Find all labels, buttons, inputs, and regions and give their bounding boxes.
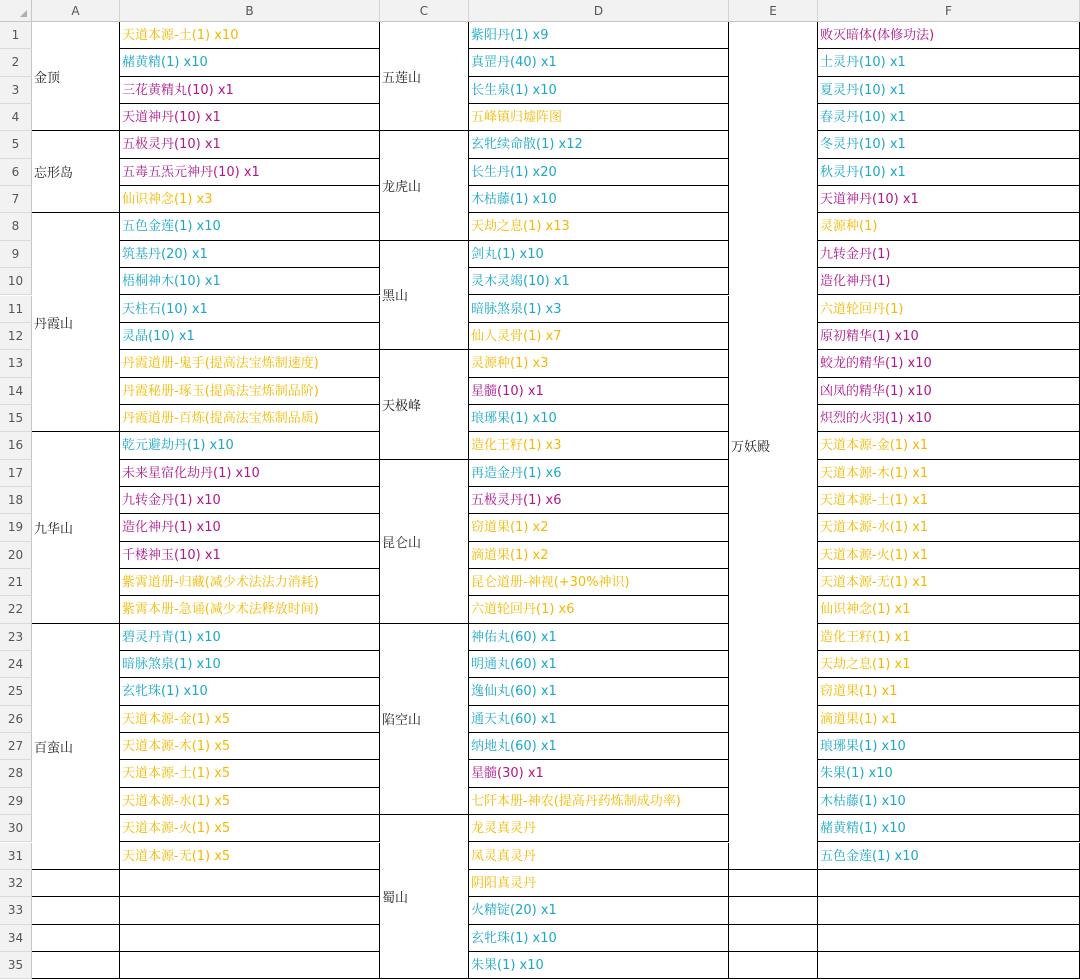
item-cell-f[interactable]: 土灵丹(10) x1 <box>818 49 1080 76</box>
empty-cell-e[interactable] <box>729 870 818 897</box>
item-cell-b[interactable]: 天道本源-土(1) x5 <box>120 760 380 787</box>
item-cell-d[interactable]: 凤灵真灵丹 <box>469 843 729 870</box>
empty-cell-a[interactable] <box>32 952 120 979</box>
row-header[interactable]: 27 <box>0 733 32 760</box>
column-header-f[interactable]: F <box>818 0 1080 22</box>
column-header-d[interactable]: D <box>469 0 729 22</box>
item-cell-b[interactable]: 九转金丹(1) x10 <box>120 487 380 514</box>
row-header[interactable]: 11 <box>0 296 32 323</box>
item-cell-f[interactable]: 春灵丹(10) x1 <box>818 104 1080 131</box>
row-header[interactable]: 15 <box>0 405 32 432</box>
row-header[interactable]: 30 <box>0 815 32 842</box>
item-cell-b[interactable]: 筑基丹(20) x1 <box>120 241 380 268</box>
item-cell-d[interactable]: 玄牝珠(1) x10 <box>469 925 729 952</box>
row-header[interactable]: 18 <box>0 487 32 514</box>
item-cell-d[interactable]: 朱果(1) x10 <box>469 952 729 979</box>
empty-cell-e[interactable] <box>729 925 818 952</box>
location-cell-a[interactable]: 丹霞山 <box>32 213 120 432</box>
item-cell-d[interactable]: 紫阳丹(1) x9 <box>469 22 729 49</box>
item-cell-f[interactable]: 造化神丹(1) <box>818 268 1080 295</box>
location-cell-c[interactable]: 五莲山 <box>380 22 469 131</box>
item-cell-f[interactable] <box>818 952 1080 979</box>
item-cell-d[interactable]: 琅琊果(1) x10 <box>469 405 729 432</box>
row-header[interactable]: 7 <box>0 186 32 213</box>
row-header[interactable]: 19 <box>0 514 32 541</box>
row-header[interactable]: 10 <box>0 268 32 295</box>
row-header[interactable]: 20 <box>0 542 32 569</box>
location-cell-c[interactable]: 天极峰 <box>380 350 469 459</box>
item-cell-d[interactable]: 造化王籽(1) x3 <box>469 432 729 459</box>
row-header[interactable]: 24 <box>0 651 32 678</box>
row-header[interactable]: 5 <box>0 131 32 158</box>
row-header[interactable]: 23 <box>0 624 32 651</box>
item-cell-d[interactable]: 星髓(10) x1 <box>469 378 729 405</box>
item-cell-d[interactable]: 真罡丹(40) x1 <box>469 49 729 76</box>
item-cell-b[interactable]: 千楼神玉(10) x1 <box>120 542 380 569</box>
item-cell-f[interactable]: 败灭暗体(体修功法) <box>818 22 1080 49</box>
item-cell-b[interactable]: 造化神丹(1) x10 <box>120 514 380 541</box>
item-cell-b[interactable]: 五色金莲(1) x10 <box>120 213 380 240</box>
item-cell-b[interactable] <box>120 925 380 952</box>
item-cell-f[interactable] <box>818 897 1080 924</box>
empty-cell-e[interactable] <box>729 897 818 924</box>
item-cell-d[interactable]: 灵源种(1) x3 <box>469 350 729 377</box>
item-cell-f[interactable]: 赭黄精(1) x10 <box>818 815 1080 842</box>
item-cell-b[interactable]: 碧灵丹青(1) x10 <box>120 624 380 651</box>
item-cell-f[interactable]: 灵源种(1) <box>818 213 1080 240</box>
item-cell-d[interactable]: 长生丹(1) x20 <box>469 159 729 186</box>
item-cell-d[interactable]: 七阡本册-神农(提高丹药炼制成功率) <box>469 788 729 815</box>
empty-cell-a[interactable] <box>32 925 120 952</box>
location-cell-c[interactable]: 昆仑山 <box>380 460 469 624</box>
row-header[interactable]: 22 <box>0 596 32 623</box>
location-cell-c[interactable]: 陷空山 <box>380 624 469 815</box>
item-cell-f[interactable]: 天道本源-木(1) x1 <box>818 460 1080 487</box>
row-header[interactable]: 14 <box>0 378 32 405</box>
item-cell-b[interactable]: 五极灵丹(10) x1 <box>120 131 380 158</box>
row-header[interactable]: 26 <box>0 706 32 733</box>
location-cell-a[interactable]: 九华山 <box>32 432 120 623</box>
item-cell-b[interactable]: 天道本源-无(1) x5 <box>120 843 380 870</box>
location-cell-c[interactable]: 蜀山 <box>380 815 469 979</box>
item-cell-f[interactable]: 天劫之息(1) x1 <box>818 651 1080 678</box>
row-header[interactable]: 2 <box>0 49 32 76</box>
column-header-e[interactable]: E <box>729 0 818 22</box>
item-cell-f[interactable]: 炽烈的火羽(1) x10 <box>818 405 1080 432</box>
item-cell-b[interactable]: 天道本源-水(1) x5 <box>120 788 380 815</box>
item-cell-b[interactable]: 天道本源-火(1) x5 <box>120 815 380 842</box>
item-cell-d[interactable]: 明通丸(60) x1 <box>469 651 729 678</box>
item-cell-f[interactable]: 窃道果(1) x1 <box>818 678 1080 705</box>
item-cell-b[interactable]: 灵晶(10) x1 <box>120 323 380 350</box>
item-cell-b[interactable]: 紫霄道册-归藏(减少术法法力消耗) <box>120 569 380 596</box>
item-cell-b[interactable]: 未来星宿化劫丹(1) x10 <box>120 460 380 487</box>
select-all-triangle-icon <box>20 10 27 17</box>
row-header[interactable]: 13 <box>0 350 32 377</box>
select-all-corner[interactable] <box>0 0 32 22</box>
row-header[interactable]: 17 <box>0 460 32 487</box>
row-header[interactable]: 34 <box>0 925 32 952</box>
item-cell-b[interactable]: 仙识神念(1) x3 <box>120 186 380 213</box>
empty-cell-e[interactable] <box>729 952 818 979</box>
row-header[interactable]: 16 <box>0 432 32 459</box>
item-cell-d[interactable]: 纳地丸(60) x1 <box>469 733 729 760</box>
row-header[interactable]: 21 <box>0 569 32 596</box>
item-cell-f[interactable] <box>818 925 1080 952</box>
item-cell-b[interactable]: 三花黄精丸(10) x1 <box>120 77 380 104</box>
item-cell-d[interactable]: 五峰镇归墟阵图 <box>469 104 729 131</box>
row-header[interactable]: 3 <box>0 77 32 104</box>
item-cell-b[interactable]: 赭黄精(1) x10 <box>120 49 380 76</box>
item-cell-b[interactable]: 丹霞秘册-琢玉(提高法宝炼制品阶) <box>120 378 380 405</box>
item-cell-d[interactable]: 长生泉(1) x10 <box>469 77 729 104</box>
item-cell-d[interactable]: 玄牝续命散(1) x12 <box>469 131 729 158</box>
item-cell-d[interactable]: 五极灵丹(1) x6 <box>469 487 729 514</box>
row-header[interactable]: 6 <box>0 159 32 186</box>
item-cell-d[interactable]: 窃道果(1) x2 <box>469 514 729 541</box>
item-cell-f[interactable]: 天道本源-土(1) x1 <box>818 487 1080 514</box>
item-cell-d[interactable]: 火精锭(20) x1 <box>469 897 729 924</box>
empty-cell-a[interactable] <box>32 870 120 897</box>
item-cell-d[interactable]: 龙灵真灵丹 <box>469 815 729 842</box>
empty-cell-a[interactable] <box>32 897 120 924</box>
item-cell-f[interactable]: 九转金丹(1) <box>818 241 1080 268</box>
item-cell-d[interactable]: 木枯藤(1) x10 <box>469 186 729 213</box>
item-cell-b[interactable]: 紫霄本册-急诵(减少术法释放时间) <box>120 596 380 623</box>
item-cell-f[interactable]: 夏灵丹(10) x1 <box>818 77 1080 104</box>
row-header[interactable]: 32 <box>0 870 32 897</box>
row-header[interactable]: 9 <box>0 241 32 268</box>
item-cell-f[interactable]: 木枯藤(1) x10 <box>818 788 1080 815</box>
item-cell-d[interactable]: 通天丸(60) x1 <box>469 706 729 733</box>
item-cell-f[interactable]: 凶凤的精华(1) x10 <box>818 378 1080 405</box>
item-cell-d[interactable]: 神佑丸(60) x1 <box>469 624 729 651</box>
item-cell-d[interactable]: 昆仑道册-神视(+30%神识) <box>469 569 729 596</box>
item-cell-d[interactable]: 天劫之息(1) x13 <box>469 213 729 240</box>
item-cell-b[interactable]: 玄牝珠(1) x10 <box>120 678 380 705</box>
item-cell-f[interactable]: 秋灵丹(10) x1 <box>818 159 1080 186</box>
column-header-c[interactable]: C <box>380 0 469 22</box>
item-cell-d[interactable]: 滴道果(1) x2 <box>469 542 729 569</box>
location-cell-a[interactable]: 百蛮山 <box>32 624 120 870</box>
item-cell-f[interactable]: 蛟龙的精华(1) x10 <box>818 350 1080 377</box>
item-cell-f[interactable]: 滴道果(1) x1 <box>818 706 1080 733</box>
item-cell-d[interactable]: 再造金丹(1) x6 <box>469 460 729 487</box>
item-cell-b[interactable] <box>120 870 380 897</box>
location-cell-e[interactable]: 万妖殿 <box>729 22 818 870</box>
item-cell-f[interactable]: 天道本源-水(1) x1 <box>818 514 1080 541</box>
item-cell-b[interactable]: 梧桐神木(10) x1 <box>120 268 380 295</box>
item-cell-f[interactable]: 天道本源-无(1) x1 <box>818 569 1080 596</box>
row-header[interactable]: 8 <box>0 213 32 240</box>
item-cell-b[interactable]: 天道神丹(10) x1 <box>120 104 380 131</box>
item-cell-f[interactable]: 天道本源-火(1) x1 <box>818 542 1080 569</box>
item-cell-b[interactable]: 丹霞道册-百炼(提高法宝炼制品质) <box>120 405 380 432</box>
row-header[interactable]: 29 <box>0 788 32 815</box>
item-cell-f[interactable]: 天道本源-金(1) x1 <box>818 432 1080 459</box>
item-cell-d[interactable]: 逸仙丸(60) x1 <box>469 678 729 705</box>
row-header[interactable]: 4 <box>0 104 32 131</box>
row-header[interactable]: 33 <box>0 897 32 924</box>
item-cell-d[interactable]: 阴阳真灵丹 <box>469 870 729 897</box>
location-cell-a[interactable]: 忘形岛 <box>32 131 120 213</box>
item-cell-b[interactable]: 天柱石(10) x1 <box>120 296 380 323</box>
item-cell-f[interactable]: 原初精华(1) x10 <box>818 323 1080 350</box>
item-cell-f[interactable]: 五色金莲(1) x10 <box>818 843 1080 870</box>
item-cell-d[interactable]: 六道轮回丹(1) x6 <box>469 596 729 623</box>
item-cell-f[interactable] <box>818 870 1080 897</box>
row-header[interactable]: 31 <box>0 843 32 870</box>
location-cell-c[interactable]: 龙虎山 <box>380 131 469 240</box>
row-header[interactable]: 25 <box>0 678 32 705</box>
row-header[interactable]: 12 <box>0 323 32 350</box>
item-cell-b[interactable] <box>120 952 380 979</box>
row-header[interactable]: 28 <box>0 760 32 787</box>
item-cell-d[interactable]: 灵木灵竭(10) x1 <box>469 268 729 295</box>
item-cell-f[interactable]: 六道轮回丹(1) <box>818 296 1080 323</box>
item-cell-b[interactable]: 天道本源-木(1) x5 <box>120 733 380 760</box>
row-header[interactable]: 1 <box>0 22 32 49</box>
item-cell-b[interactable] <box>120 897 380 924</box>
item-cell-b[interactable]: 丹霞道册-鬼手(提高法宝炼制速度) <box>120 350 380 377</box>
location-cell-c[interactable]: 黑山 <box>380 241 469 350</box>
column-header-a[interactable]: A <box>32 0 120 22</box>
item-cell-b[interactable]: 五毒五炁元神丹(10) x1 <box>120 159 380 186</box>
location-cell-a[interactable]: 金顶 <box>32 22 120 131</box>
item-cell-b[interactable]: 暗脉煞泉(1) x10 <box>120 651 380 678</box>
item-cell-d[interactable]: 仙人灵骨(1) x7 <box>469 323 729 350</box>
item-cell-b[interactable]: 乾元避劫丹(1) x10 <box>120 432 380 459</box>
item-cell-f[interactable]: 天道神丹(10) x1 <box>818 186 1080 213</box>
item-cell-d[interactable]: 暗脉煞泉(1) x3 <box>469 296 729 323</box>
item-cell-f[interactable]: 朱果(1) x10 <box>818 760 1080 787</box>
row-header[interactable]: 35 <box>0 952 32 979</box>
column-header-b[interactable]: B <box>120 0 380 22</box>
item-cell-b[interactable]: 天道本源-金(1) x5 <box>120 706 380 733</box>
item-cell-f[interactable]: 造化王籽(1) x1 <box>818 624 1080 651</box>
item-cell-d[interactable]: 星髓(30) x1 <box>469 760 729 787</box>
item-cell-f[interactable]: 琅琊果(1) x10 <box>818 733 1080 760</box>
item-cell-f[interactable]: 冬灵丹(10) x1 <box>818 131 1080 158</box>
item-cell-f[interactable]: 仙识神念(1) x1 <box>818 596 1080 623</box>
item-cell-d[interactable]: 剑丸(1) x10 <box>469 241 729 268</box>
item-cell-b[interactable]: 天道本源-土(1) x10 <box>120 22 380 49</box>
